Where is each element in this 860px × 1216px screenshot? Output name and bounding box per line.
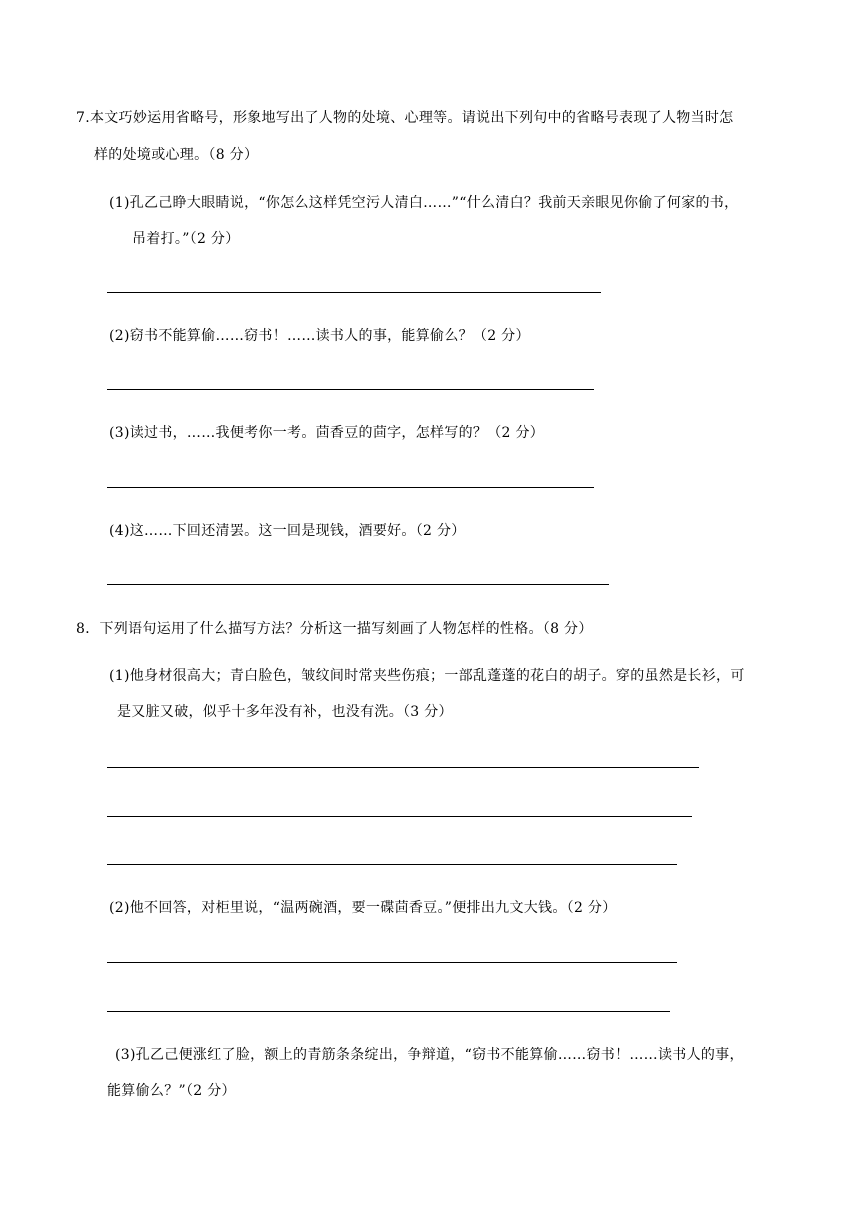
question-8-item-3-line-1: (3)孔乙己便涨红了脸，额上的青筋条条绽出，争辩道，“窃书不能算偷……窃书！……读书人的事， [115, 1047, 744, 1063]
answer-line[interactable] [107, 389, 594, 390]
question-7-item-4: (4)这……下回还清罢。这一回是现钱，酒要好。（2 分） [109, 523, 466, 539]
question-8-item-1-line-1: (1)他身材很高大；青白脸色，皱纹间时常夹些伤痕；一部乱蓬蓬的花白的胡子。穿的虽然是长衫，可 [109, 668, 745, 684]
question-7-item-2: (2)窃书不能算偷……窃书！……读书人的事，能算偷么？（2 分） [109, 328, 530, 344]
answer-line[interactable] [107, 816, 692, 817]
question-7-item-1-line-1: (1)孔乙己睁大眼睛说，“你怎么这样凭空污人清白……”“什么清白？我前天亲眼见你偷了何家的书， [109, 195, 739, 211]
question-8-item-2: (2)他不回答，对柜里说，“温两碗酒，要一碟茴香豆。”便排出九文大钱。（2 分） [109, 900, 617, 916]
question-8-item-3-line-2: 能算偷么？”（2 分） [107, 1083, 236, 1099]
question-7-item-1-line-2: 吊着打。”（2 分） [132, 231, 240, 247]
question-8-stem: 8．下列语句运用了什么描写方法？分析这一描写刻画了人物怎样的性格。（8 分） [76, 621, 593, 637]
answer-line[interactable] [107, 487, 594, 488]
answer-line[interactable] [107, 584, 609, 585]
answer-line[interactable] [107, 292, 601, 293]
answer-line[interactable] [107, 962, 677, 963]
answer-line[interactable] [107, 767, 699, 768]
question-7-item-3: (3)读过书，……我便考你一考。茴香豆的茴字，怎样写的？（2 分） [109, 425, 545, 441]
answer-line[interactable] [107, 864, 677, 865]
question-7-stem-line-2: 样的处境或心理。（8 分） [94, 147, 259, 163]
answer-line[interactable] [107, 1011, 670, 1012]
question-7-stem-line-1: 7.本文巧妙运用省略号，形象地写出了人物的处境、心理等。请说出下列句中的省略号表现了人物当时怎 [76, 110, 734, 126]
question-8-item-1-line-2: 是又脏又破，似乎十多年没有补，也没有洗。（3 分） [117, 704, 453, 720]
